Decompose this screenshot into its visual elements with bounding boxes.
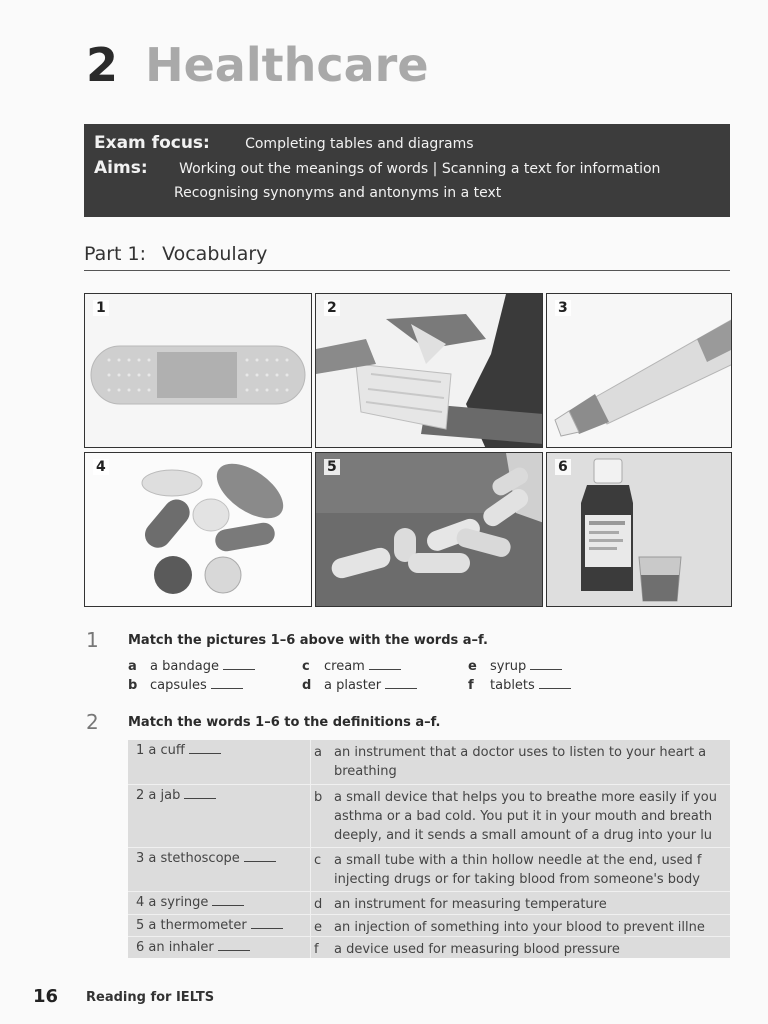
part-divider — [84, 270, 730, 271]
table-row — [128, 784, 730, 847]
answer-blank[interactable] — [218, 941, 250, 951]
aims-label: Aims: — [94, 158, 148, 178]
picture-number: 5 — [324, 459, 340, 475]
definitions-table — [128, 740, 730, 958]
word-text: 6 an inhaler — [136, 940, 214, 955]
picture-number: 1 — [93, 300, 109, 316]
unit-number: 2 — [86, 38, 119, 92]
option-word: capsules — [150, 678, 207, 693]
picture-6 — [546, 452, 732, 607]
option-letter: c — [302, 659, 310, 674]
exercise-2-number: 2 — [86, 710, 99, 734]
unit-name: Healthcare — [145, 38, 429, 92]
answer-blank[interactable] — [369, 660, 401, 670]
exercise-2-instruction: Match the words 1–6 to the definitions a–f. — [128, 715, 441, 730]
wrist-bandage-icon — [316, 294, 543, 448]
word-text: 3 a stethoscope — [136, 851, 240, 866]
option-d — [302, 678, 417, 693]
definition-line: an injection of something into your blood to prevent illne — [334, 920, 705, 935]
word-cell — [136, 918, 283, 933]
aims-line-1: Working out the meanings of words | Scanning a text for information — [179, 161, 661, 177]
definition-letter: d — [314, 897, 323, 912]
answer-blank[interactable] — [244, 852, 276, 862]
option-c — [302, 659, 401, 674]
exercise-1-instruction: Match the pictures 1–6 above with the words a–f. — [128, 633, 488, 648]
definition-letter: b — [314, 790, 323, 805]
word-text: 5 a thermometer — [136, 918, 247, 933]
definition-line: a small device that helps you to breathe more easily if you — [334, 790, 717, 805]
option-letter: a — [128, 659, 137, 674]
picture-number: 6 — [555, 459, 571, 475]
cream-tube-icon — [547, 294, 732, 448]
option-letter: d — [302, 678, 312, 693]
option-a — [128, 659, 255, 674]
answer-blank[interactable] — [223, 660, 255, 670]
definition-cell — [314, 851, 701, 889]
tablets-icon — [85, 453, 312, 607]
definition-cell — [314, 788, 717, 845]
picture-4 — [84, 452, 312, 607]
definition-letter: e — [314, 920, 322, 935]
definition-letter: f — [314, 942, 319, 957]
answer-blank[interactable] — [184, 789, 216, 799]
picture-number: 4 — [93, 459, 109, 475]
definition-line: breathing — [334, 764, 397, 779]
table-row — [128, 914, 730, 936]
word-cell — [136, 940, 250, 955]
picture-3 — [546, 293, 732, 448]
table-row — [128, 891, 730, 914]
option-word: a plaster — [324, 678, 382, 693]
table-row — [128, 847, 730, 891]
picture-number: 2 — [324, 300, 340, 316]
picture-number: 3 — [555, 300, 571, 316]
picture-1 — [84, 293, 312, 448]
definition-letter: a — [314, 745, 322, 760]
column-divider — [310, 892, 311, 914]
definition-letter: c — [314, 853, 322, 868]
definition-cell — [314, 918, 705, 937]
definition-cell — [314, 940, 620, 958]
definition-line: an instrument for measuring temperature — [334, 897, 607, 912]
word-text: 2 a jab — [136, 788, 181, 803]
option-letter: f — [468, 678, 474, 693]
word-text: 1 a cuff — [136, 743, 185, 758]
answer-blank[interactable] — [530, 660, 562, 670]
option-e — [468, 659, 562, 674]
answer-blank[interactable] — [189, 744, 221, 754]
picture-5 — [315, 452, 543, 607]
aims-line-2: Recognising synonyms and antonyms in a text — [174, 185, 502, 201]
part-title: Vocabulary — [162, 243, 268, 265]
answer-blank[interactable] — [211, 679, 243, 689]
part-number: Part 1: — [84, 243, 147, 265]
word-text: 4 a syringe — [136, 895, 209, 910]
column-divider — [310, 937, 311, 958]
word-cell — [136, 743, 221, 758]
word-cell — [136, 895, 244, 910]
exam-focus-text: Completing tables and diagrams — [245, 136, 474, 152]
column-divider — [310, 785, 311, 847]
book-title: Reading for IELTS — [86, 990, 215, 1005]
option-word: cream — [324, 659, 365, 674]
part-heading — [84, 243, 267, 265]
answer-blank[interactable] — [212, 896, 244, 906]
page-number: 16 — [33, 986, 59, 1007]
definition-line: a small tube with a thin hollow needle at the end, used f — [334, 853, 702, 868]
option-word: syrup — [490, 659, 527, 674]
table-row — [128, 740, 730, 784]
option-word: tablets — [490, 678, 535, 693]
answer-blank[interactable] — [385, 679, 417, 689]
answer-blank[interactable] — [539, 679, 571, 689]
syrup-bottle-icon — [547, 453, 732, 607]
option-letter: e — [468, 659, 477, 674]
column-divider — [310, 848, 311, 891]
exam-focus-label: Exam focus: — [94, 133, 210, 153]
picture-2 — [315, 293, 543, 448]
option-b — [128, 678, 243, 693]
definition-cell — [314, 895, 607, 914]
definition-line: an instrument that a doctor uses to listen to your heart a — [334, 745, 707, 760]
unit-title — [86, 38, 429, 92]
answer-blank[interactable] — [251, 919, 283, 929]
definition-line: asthma or a bad cold. You put it in your mouth and breath — [334, 809, 713, 824]
word-cell — [136, 788, 216, 803]
table-row — [128, 936, 730, 958]
option-word: a bandage — [150, 659, 220, 674]
definition-line: injecting drugs or for taking blood from someone's body — [334, 872, 700, 887]
definition-cell — [314, 743, 706, 781]
definition-line: deeply, and it sends a small amount of a drug into your lu — [334, 828, 713, 843]
column-divider — [310, 740, 311, 784]
exercise-1-number: 1 — [86, 628, 99, 652]
column-divider — [310, 915, 311, 936]
word-cell — [136, 851, 276, 866]
adhesive-bandage-icon — [85, 294, 312, 448]
exam-focus-box — [84, 124, 730, 217]
definition-line: a device used for measuring blood pressure — [334, 942, 620, 957]
capsules-icon — [316, 453, 543, 607]
option-letter: b — [128, 678, 138, 693]
option-f — [468, 678, 571, 693]
